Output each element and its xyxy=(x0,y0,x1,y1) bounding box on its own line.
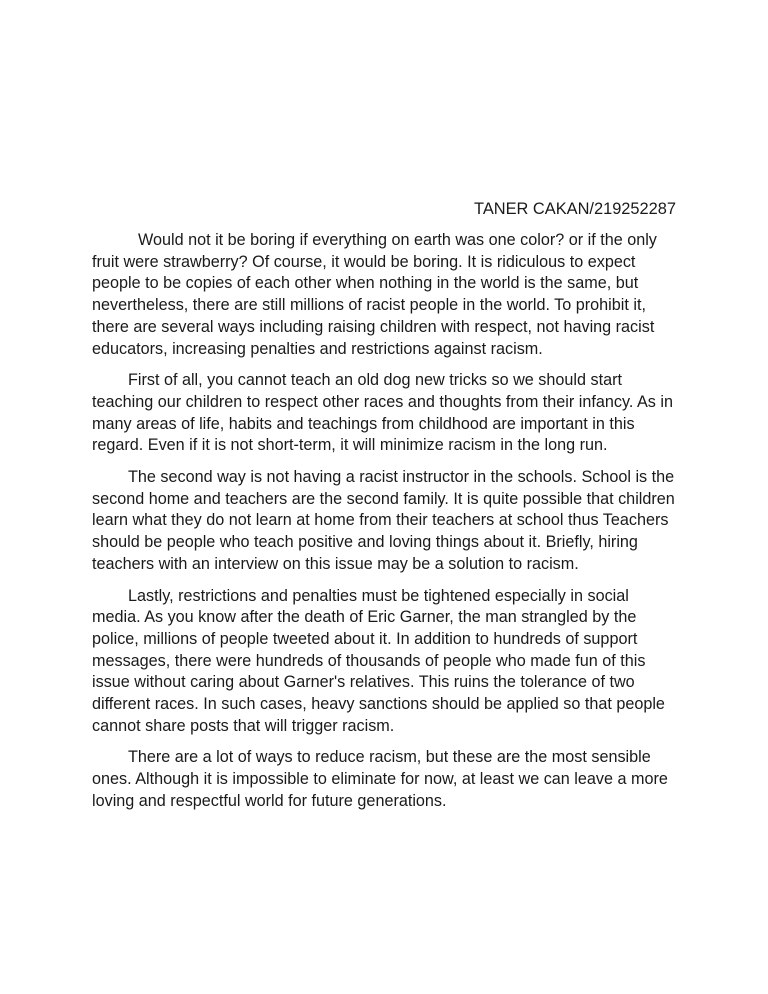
paragraph-second-way: The second way is not having a racist instructor in the schools. School is the second home and teachers are the second family. It is quite possible that children learn what they do not learn at home from their teachers at school thus Teachers should be people who teach positive and loving things about it. Briefly, hiring teachers with an interview on this issue may be a solution to racism. xyxy=(92,468,680,573)
paragraph-intro: Would not it be boring if everything on earth was one color? or if the only fruit were strawberry? Of course, it would be boring. It is ridiculous to expect people to be copies of each other when nothing in the world is the same, but nevertheless, there are still millions of racist people in the world. To prohibit it, there are several ways including raising children with respect, not having racist educators, increasing penalties and restrictions against racism. xyxy=(92,231,662,358)
author-line: TANER CAKAN/219252287 xyxy=(474,200,676,218)
paragraph-conclusion: There are a lot of ways to reduce racism, but these are the most sensible ones. Although it is impossible to eliminate for now, at least we can leave a more loving and respectful world for future generations. xyxy=(92,748,673,810)
essay-body xyxy=(92,230,680,823)
paragraph-first-way: First of all, you cannot teach an old dog new tricks so we should start teaching our children to respect other races and thoughts from their infancy. As in many areas of life, habits and teachings from childhood are important in this regard. Even if it is not short-term, it will minimize racism in the long run. xyxy=(92,371,678,455)
paragraph-third-way: Lastly, restrictions and penalties must be tightened especially in social media. As you know after the death of Eric Garner, the man strangled by the police, millions of people tweeted about it. In addition to hundreds of support messages, there were hundreds of thousands of people who made fun of this issue without caring about Garner's relatives. This ruins the tolerance of two different races. In such cases, heavy sanctions should be applied so that people cannot share posts that will trigger racism. xyxy=(92,586,670,735)
